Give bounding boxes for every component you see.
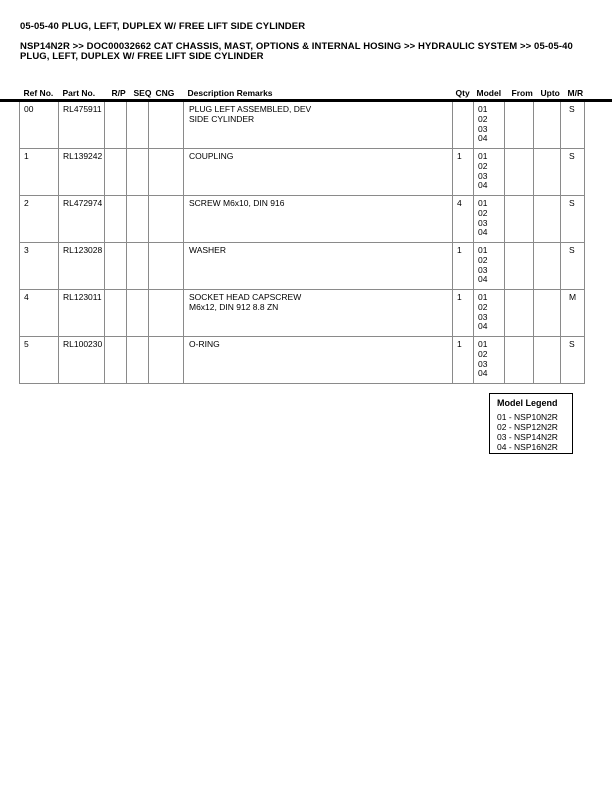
cell-mr: M [561,290,585,337]
cell-ref-no: 4 [20,290,59,337]
cell-qty: 1 [453,337,474,384]
cell-rp [105,337,127,384]
model-legend-entry: 04 - NSP16N2R [497,442,558,452]
cell-part-no: RL123011 [59,290,105,337]
cell-from [505,196,534,243]
model-code: 03 [478,311,488,322]
cell-model [474,102,505,149]
model-code: 04 [478,368,488,379]
model-code: 02 [478,113,488,124]
cell-part-no: RL472974 [59,196,105,243]
description-line: O-RING [189,339,220,349]
cell-upto [534,196,561,243]
cell-from [505,337,534,384]
cell-cng [149,243,184,290]
cell-mr: S [561,243,585,290]
cell-description [184,196,453,243]
model-code: 01 [478,151,488,161]
cell-rp [105,102,127,149]
table-row [20,243,585,290]
cell-mr: S [561,149,585,196]
cell-model [474,149,505,196]
col-header-rp: R/P [111,88,126,98]
cell-ref-no: 2 [20,196,59,243]
model-code: 02 [478,160,488,171]
description-line: M6x12, DIN 912 8.8 ZN [189,301,279,312]
cell-from [505,290,534,337]
col-header-from: From [511,88,533,98]
description-line: SCREW M6x10, DIN 916 [189,198,285,208]
cell-description [184,243,453,290]
cell-from [505,243,534,290]
cell-model [474,337,505,384]
cell-seq [127,102,149,149]
model-legend-title: Model Legend [497,398,558,408]
cell-upto [534,337,561,384]
cell-upto [534,149,561,196]
description-line: SIDE CYLINDER [189,113,255,124]
cell-seq [127,290,149,337]
col-header-cng: CNG [155,88,175,98]
cell-ref-no: 1 [20,149,59,196]
model-code: 03 [478,217,488,228]
col-header-mr: M/R [567,88,584,98]
col-header-seq: SEQ [133,88,152,98]
model-code: 03 [478,123,488,134]
model-code: 01 [478,245,488,255]
model-code: 02 [478,348,488,359]
col-header-ref-no: Ref No. [23,88,54,98]
description-line: WASHER [189,245,226,255]
model-code: 04 [478,274,488,285]
model-code: 01 [478,198,488,208]
col-header-upto: Upto [540,88,560,98]
table-row [20,196,585,243]
cell-model [474,290,505,337]
cell-cng [149,290,184,337]
cell-qty: 4 [453,196,474,243]
model-code: 04 [478,227,488,238]
model-code: 04 [478,133,488,144]
description-line: COUPLING [189,151,234,161]
cell-seq [127,196,149,243]
page-title: 05-05-40 PLUG, LEFT, DUPLEX W/ FREE LIFT SIDE CYLINDER [20,21,306,32]
cell-cng [149,102,184,149]
cell-from [505,102,534,149]
cell-part-no: RL139242 [59,149,105,196]
breadcrumb: NSP14N2R >> DOC00032662 CAT CHASSIS, MAST, OPTIONS & INTERNAL HOSING >> HYDRAULIC SYSTEM >> 05-05-40 PLUG, LEFT, DUPLEX W/ FREE LIFT SIDE CYLINDER [20,41,573,62]
model-code: 01 [478,292,488,302]
model-code: 03 [478,264,488,275]
cell-ref-no: 5 [20,337,59,384]
cell-qty: 1 [453,290,474,337]
model-code: 04 [478,321,488,332]
col-header-part-no: Part No. [62,88,96,98]
model-legend-entry: 01 - NSP10N2R [497,412,558,422]
description-line: SOCKET HEAD CAPSCREW [189,292,302,302]
cell-from [505,149,534,196]
cell-part-no: RL123028 [59,243,105,290]
cell-rp [105,290,127,337]
model-code: 03 [478,170,488,181]
table-row [20,149,585,196]
cell-seq [127,149,149,196]
cell-mr: S [561,102,585,149]
model-legend-entry: 03 - NSP14N2R [497,432,558,442]
table-row [20,290,585,337]
cell-description [184,337,453,384]
model-code: 01 [478,104,488,114]
cell-ref-no: 3 [20,243,59,290]
cell-cng [149,337,184,384]
model-code: 02 [478,301,488,312]
model-legend-entry: 02 - NSP12N2R [497,422,558,432]
cell-rp [105,243,127,290]
header-divider-rule [0,99,612,102]
model-code: 01 [478,339,488,349]
col-header-model: Model [476,88,502,98]
cell-cng [149,149,184,196]
col-header-qty: Qty [455,88,470,98]
description-line: PLUG LEFT ASSEMBLED, DEV [189,104,312,114]
parts-table [19,88,585,384]
cell-rp [105,196,127,243]
col-header-description: Description Remarks [187,88,273,98]
table-row [20,337,585,384]
cell-rp [105,149,127,196]
model-code: 02 [478,254,488,265]
cell-seq [127,337,149,384]
cell-description [184,149,453,196]
cell-qty: 1 [453,243,474,290]
cell-ref-no: 00 [20,102,59,149]
cell-upto [534,243,561,290]
cell-model [474,196,505,243]
cell-description [184,290,453,337]
cell-part-no: RL100230 [59,337,105,384]
cell-mr: S [561,337,585,384]
cell-cng [149,196,184,243]
cell-qty [453,102,474,149]
model-code: 03 [478,358,488,369]
cell-qty: 1 [453,149,474,196]
cell-model [474,243,505,290]
model-legend-box [489,393,573,454]
cell-upto [534,102,561,149]
cell-seq [127,243,149,290]
cell-mr: S [561,196,585,243]
cell-upto [534,290,561,337]
model-code: 04 [478,180,488,191]
cell-description [184,102,453,149]
model-code: 02 [478,207,488,218]
cell-part-no: RL475911 [59,102,105,149]
table-row [20,102,585,149]
